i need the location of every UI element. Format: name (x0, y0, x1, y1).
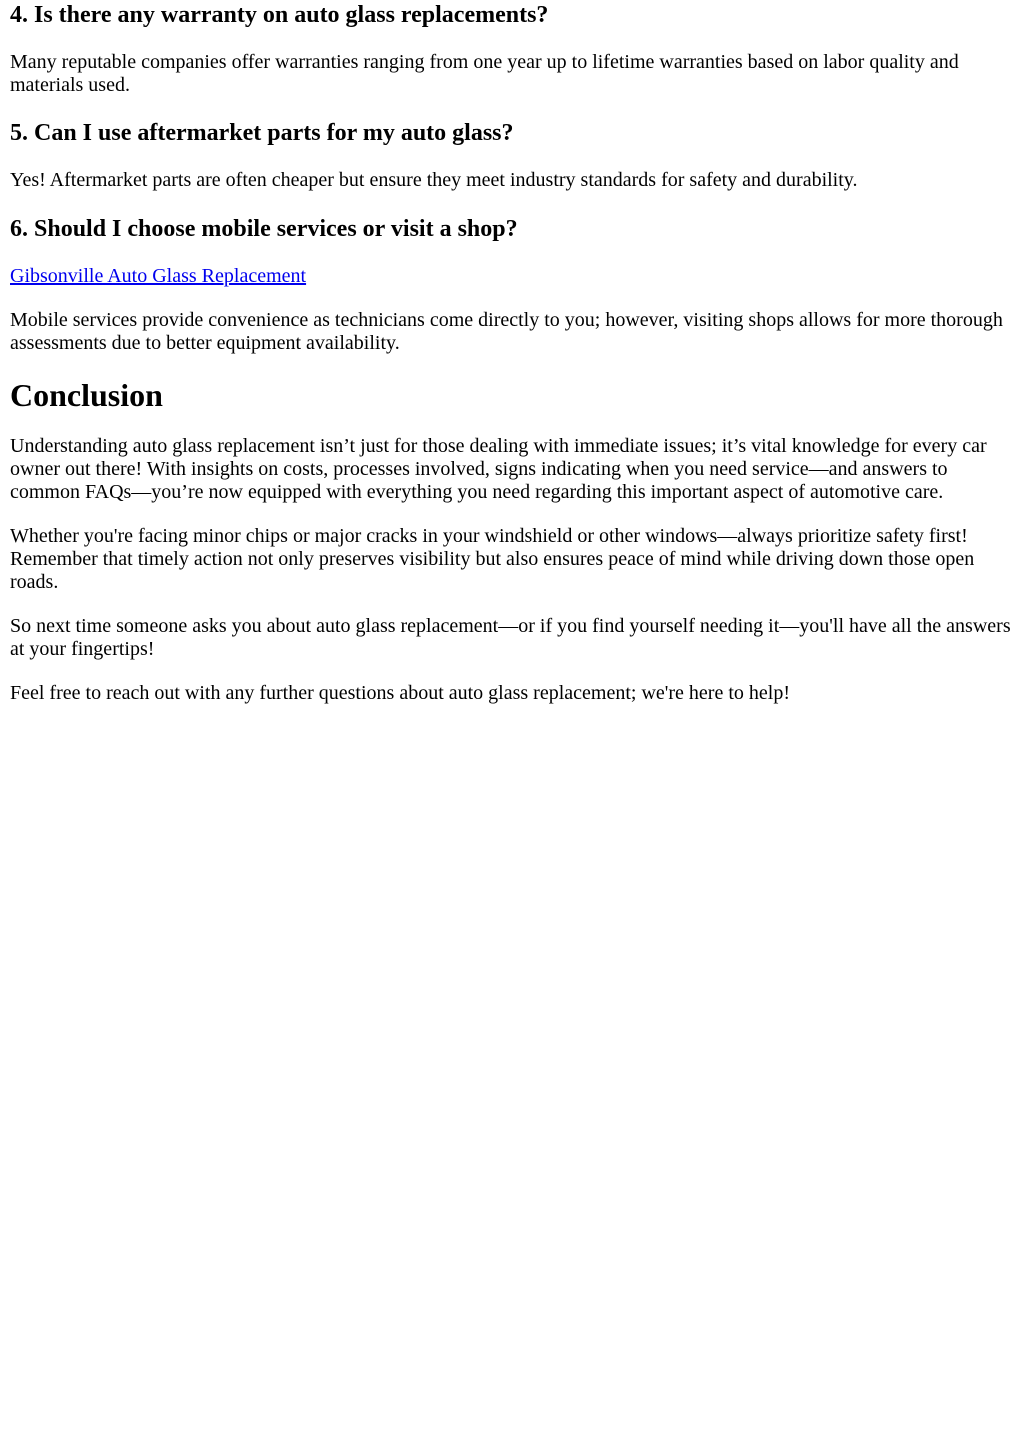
faq-question-warranty: 4. Is there any warranty on auto glass replacements? (10, 2, 549, 28)
faq-question-aftermarket: 5. Can I use aftermarket parts for my auto glass? (10, 120, 514, 146)
conclusion-paragraph: Feel free to reach out with any further questions about auto glass replacement; we're here to help! (10, 682, 790, 704)
faq-answer-warranty: Many reputable companies offer warranties ranging from one year up to lifetime warranties based on labor quality and materials used. (10, 51, 959, 96)
conclusion-paragraph: Whether you're facing minor chips or major cracks in your windshield or other windows—always prioritize safety first! Remember that timely action not only preserves visibility but also ensures peace of mind while driving down those open roads. (10, 525, 975, 593)
faq-answer-aftermarket: Yes! Aftermarket parts are often cheaper but ensure they meet industry standards for safety and durability. (10, 169, 858, 191)
faq-question-mobile-vs-shop: 6. Should I choose mobile services or visit a shop? (10, 216, 518, 242)
conclusion-paragraph: So next time someone asks you about auto glass replacement—or if you find yourself needing it—you'll have all the answers at your fingertips! (10, 615, 1011, 660)
conclusion-heading: Conclusion (10, 377, 163, 413)
conclusion-paragraph: Understanding auto glass replacement isn’t just for those dealing with immediate issues; it’s vital knowledge for every car owner out there! With insights on costs, processes involved, signs indicating when you need service—and answers to common FAQs—you’re now equipped with everything you need regarding this important aspect of automotive care. (10, 435, 987, 503)
gibsonville-auto-glass-link[interactable]: Gibsonville Auto Glass Replacement (10, 265, 307, 287)
faq-link-paragraph (10, 265, 1014, 288)
article-content (0, 1, 1024, 705)
faq-answer-mobile-vs-shop: Mobile services provide convenience as technicians come directly to you; however, visiting shops allows for more thorough assessments due to better equipment availability. (10, 309, 1003, 354)
